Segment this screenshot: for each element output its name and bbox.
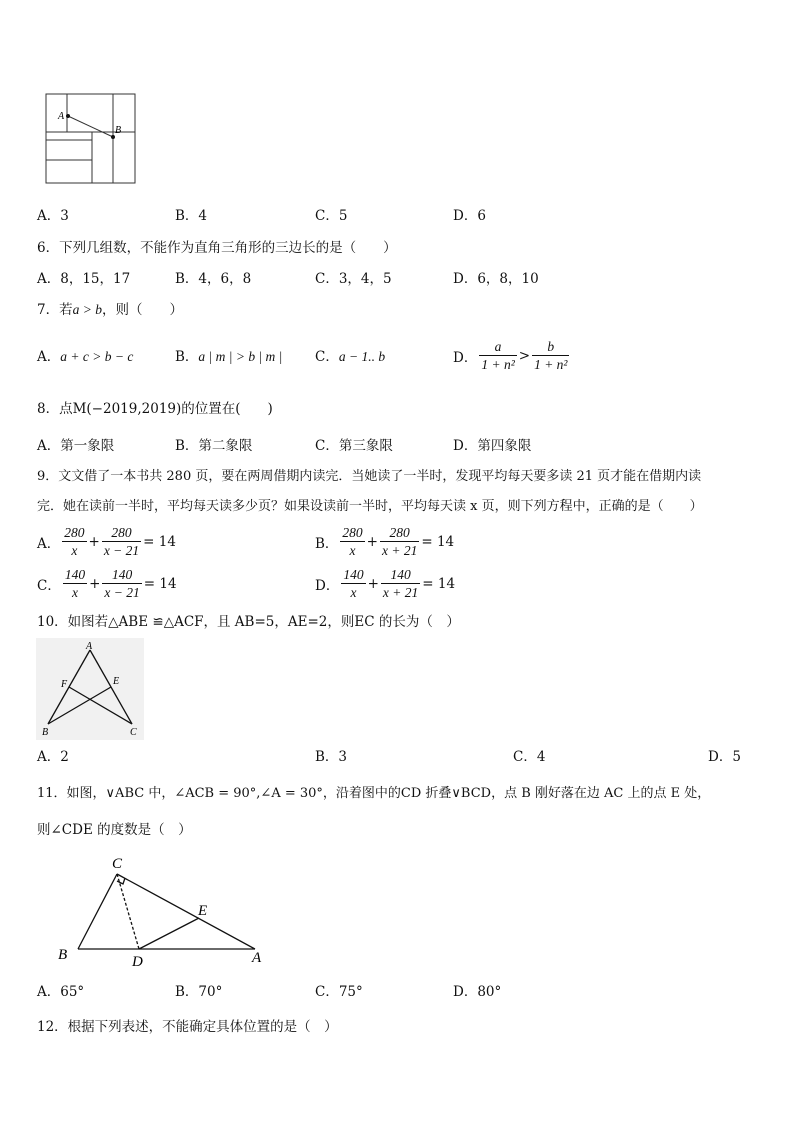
q9-b-d2: x + 21 — [381, 543, 418, 558]
q8-stem: 8．点M(−2019,2019)的位置在( ) — [37, 401, 273, 417]
q8-option-d[interactable]: D．第四象限 — [453, 438, 532, 454]
q5-label-b: B — [115, 125, 122, 136]
q10-option-a[interactable]: A．2 — [37, 749, 69, 765]
q9-a-n2: 280 — [102, 524, 141, 542]
q7-stem-suffix: ，则（ ） — [101, 302, 183, 318]
q10-option-c[interactable]: C．4 — [513, 749, 546, 765]
q9-b-label: B． — [315, 535, 339, 552]
q11-triangle-figure — [54, 854, 276, 972]
q7-option-c-math: a − 1.. b — [338, 349, 386, 364]
q9-stem-line2: 完．她在读前一半时，平均每天读多少页？如果设读前一半时，平均每天读 x 页，则下列方程中，正确的是（ ） — [37, 499, 703, 514]
q12-stem: 12．根据下列表述，不能确定具体位置的是（ ） — [37, 1019, 338, 1035]
q9-c-d2: x − 21 — [104, 585, 140, 600]
q9-c-op: + — [89, 575, 101, 592]
q9-c-fraction-1 — [63, 566, 87, 601]
q9-d-n2: 140 — [381, 566, 420, 584]
q10-label-f: F — [61, 679, 68, 690]
q9-option-a[interactable] — [37, 524, 176, 559]
q5-grid-figure — [44, 92, 138, 186]
q9-d-d2: x + 21 — [382, 585, 419, 600]
q11-option-d[interactable]: D．80° — [453, 984, 502, 1000]
q9-a-n1: 280 — [64, 525, 85, 540]
q8-option-a[interactable]: A．第一象限 — [37, 438, 115, 454]
q7-d-num1: a — [479, 338, 516, 356]
q10-label-e: E — [113, 676, 120, 687]
q7-option-c-label: C． — [315, 349, 339, 365]
q11-label-c: C — [112, 856, 123, 872]
q11-option-b[interactable]: B．70° — [175, 984, 223, 1000]
q7-option-d-fraction-1 — [479, 338, 516, 373]
q7-option-a[interactable] — [37, 348, 133, 366]
q7-option-b-label: B． — [175, 349, 199, 365]
q9-a-label: A． — [37, 535, 61, 552]
q9-a-fraction-2 — [102, 524, 141, 559]
q9-d-fraction-2 — [381, 566, 420, 601]
q11-stem-line1: 11．如图，∨ABC 中，∠ACB = 90°,∠A = 30°，沿着图中的CD 折叠∨BCD，点 B 刚好落在边 AC 上的点 E 处， — [37, 786, 711, 801]
q9-b-n2: 280 — [380, 524, 419, 542]
q5-label-a: A — [58, 111, 65, 122]
q7-d-den1: 1 + n² — [481, 357, 515, 372]
q9-b-n1: 280 — [342, 525, 363, 540]
q9-b-fraction-1 — [340, 524, 364, 559]
q9-a-fraction-1 — [62, 524, 86, 559]
q11-label-a: A — [252, 950, 262, 966]
q7-option-b-math: a | m | > b | m | — [198, 349, 283, 364]
q10-option-b[interactable]: B．3 — [315, 749, 348, 765]
q9-option-c[interactable] — [37, 566, 177, 601]
q10-label-a: A — [86, 641, 93, 652]
q7-option-c[interactable] — [315, 348, 385, 366]
q10-triangle-figure — [36, 638, 144, 740]
q9-c-fraction-2 — [102, 566, 141, 601]
q11-label-d: D — [132, 954, 143, 970]
q11-stem-line2: 则∠CDE 的度数是（ ） — [37, 822, 192, 838]
q9-d-n1: 140 — [343, 567, 364, 582]
q9-a-d1: x — [71, 543, 78, 558]
q9-stem-line1: 9．文文借了一本书共 280 页，要在两周借期内读完．当她读了一半时，发现平均每天要多读 21 页才能在借期内读 — [37, 469, 702, 484]
q7-option-a-label: A． — [37, 349, 61, 365]
q6-option-b[interactable]: B．4，6，8 — [175, 271, 252, 287]
q5-option-c[interactable]: C．5 — [315, 208, 348, 224]
q9-c-d1: x — [71, 585, 78, 600]
q9-b-op: + — [366, 533, 378, 550]
q9-d-d1: x — [350, 585, 357, 600]
q9-c-label: C． — [37, 577, 61, 594]
q7-d-den2: 1 + n² — [534, 357, 568, 372]
q5-option-a[interactable]: A．3 — [37, 208, 69, 224]
q8-option-b[interactable]: B．第二象限 — [175, 438, 253, 454]
q6-option-d[interactable]: D．6，8，10 — [453, 271, 539, 287]
q11-option-c[interactable]: C．75° — [315, 984, 363, 1000]
q6-option-a[interactable]: A．8，15，17 — [37, 271, 131, 287]
q7-option-d-fraction-2 — [532, 338, 569, 373]
q9-option-d[interactable] — [315, 566, 455, 601]
q9-a-d2: x − 21 — [103, 543, 140, 558]
q9-c-n1: 140 — [64, 567, 86, 582]
q9-d-op: + — [367, 575, 379, 592]
q10-stem: 10．如图若△ABE ≌△ACF，且 AB=5，AE=2，则EC 的长为（ ） — [37, 614, 460, 630]
q9-d-rhs: = 14 — [422, 575, 456, 592]
q7-stem-prefix: 7．若 — [37, 302, 73, 318]
q9-a-rhs: = 14 — [143, 533, 176, 550]
q11-option-a[interactable]: A．65° — [37, 984, 85, 1000]
q9-a-op: + — [88, 533, 100, 550]
q11-label-e: E — [198, 903, 208, 919]
q10-option-d[interactable]: D．5 — [708, 749, 741, 765]
q10-label-c: C — [130, 727, 137, 738]
q9-b-rhs: = 14 — [421, 533, 455, 550]
q10-label-b: B — [42, 727, 49, 738]
q7-option-d-label: D． — [453, 349, 478, 366]
q5-option-d[interactable]: D．6 — [453, 208, 486, 224]
q9-b-d1: x — [349, 543, 356, 558]
q7-option-b[interactable] — [175, 348, 282, 366]
q6-option-c[interactable]: C．3，4，5 — [315, 271, 392, 287]
q9-b-fraction-2 — [380, 524, 419, 559]
q7-stem-math: a > b — [72, 302, 102, 317]
q11-label-b: B — [58, 947, 68, 963]
q7-option-a-math: a + c > b − c — [60, 349, 134, 364]
q7-stem — [37, 301, 183, 319]
q9-d-label: D． — [315, 577, 340, 594]
q5-option-b[interactable]: B．4 — [175, 208, 208, 224]
q7-d-op: > — [518, 347, 531, 364]
q7-d-num2: b — [532, 338, 569, 356]
q6-stem: 6．下列几组数，不能作为直角三角形的三边长的是（ ） — [37, 240, 397, 256]
q7-option-d[interactable] — [453, 338, 571, 373]
q9-option-b[interactable] — [315, 524, 454, 559]
q9-d-fraction-1 — [341, 566, 365, 601]
q9-c-n2: 140 — [102, 566, 141, 584]
q8-option-c[interactable]: C．第三象限 — [315, 438, 393, 454]
q9-c-rhs: = 14 — [143, 575, 177, 592]
